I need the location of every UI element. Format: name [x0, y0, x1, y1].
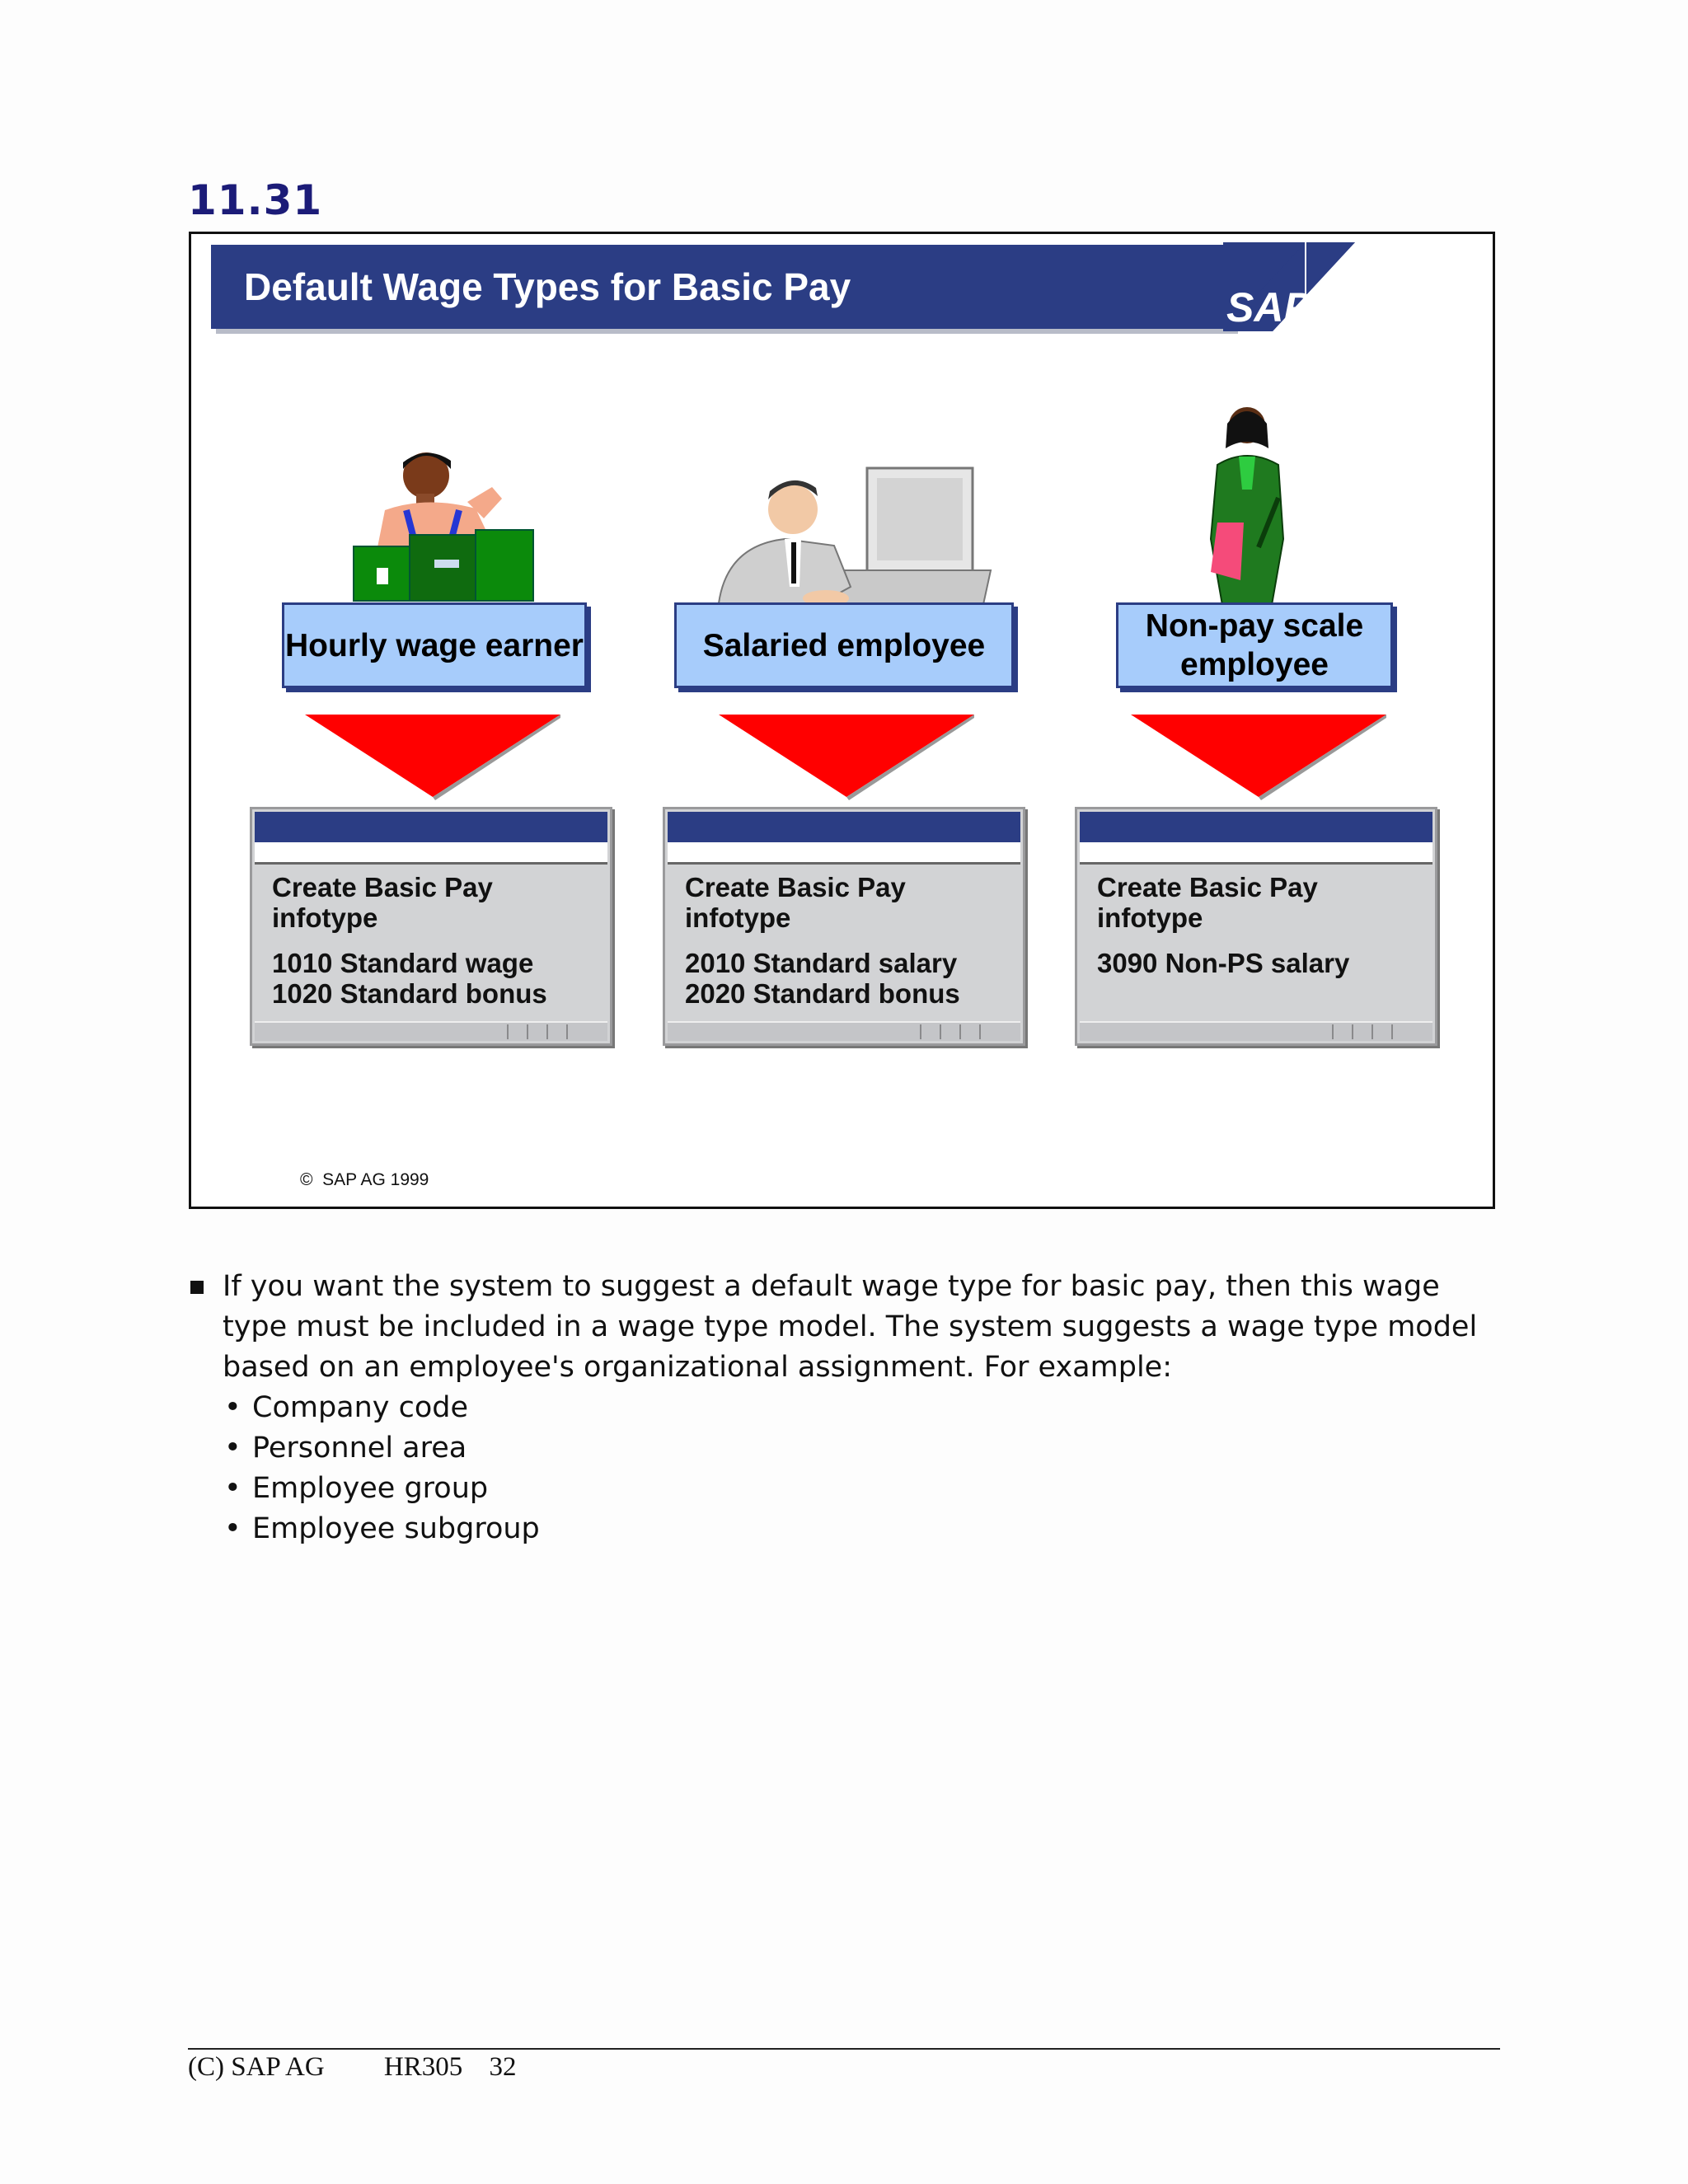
window-heading: Create Basic Pay infotype: [1097, 872, 1318, 933]
slide-title-bar: [211, 245, 1233, 329]
down-arrow-icon: [1131, 715, 1386, 801]
worker-icon: [327, 444, 542, 609]
window-title-bar: [1080, 812, 1432, 842]
executive-icon: [1193, 399, 1300, 605]
window-heading: Create Basic Pay infotype: [685, 872, 906, 933]
example-list: [186, 1388, 1505, 1549]
wage-type-line: 2010 Standard salary: [685, 948, 958, 978]
slide: [189, 232, 1495, 1209]
footer-course: HR305: [383, 2052, 463, 2082]
slide-copyright: [300, 1170, 429, 1190]
down-arrow-icon: [305, 715, 560, 801]
role-hourly-wage-earner: Hourly wage earner: [282, 602, 587, 688]
role-non-pay-scale-employee: Non-pay scale employee: [1116, 602, 1393, 688]
copyright-icon: ©: [300, 1170, 313, 1189]
list-item: • Company code: [224, 1391, 469, 1424]
wage-type-line: 2020 Standard bonus: [685, 978, 960, 1009]
window-heading: Create Basic Pay infotype: [272, 872, 493, 933]
page-number: 11.31: [188, 176, 323, 224]
sap-logo: [1223, 242, 1355, 331]
wage-type-line: 3090 Non-PS salary: [1097, 948, 1350, 978]
slide-copyright-text: SAP AG 1999: [322, 1170, 429, 1189]
window-status-bar: [255, 1021, 607, 1041]
body-text: [186, 1267, 1505, 1549]
slide-title: Default Wage Types for Basic Pay: [244, 265, 851, 308]
footer: [188, 2052, 570, 2083]
window-title-bar: [668, 812, 1020, 842]
wage-type-line: 1010 Standard wage: [272, 948, 534, 978]
window-status-bar: [668, 1021, 1020, 1041]
footer-page: 32: [489, 2052, 517, 2082]
footer-rule: [188, 2048, 1500, 2050]
down-arrow-icon: [719, 715, 974, 801]
basic-pay-window-non-pay-scale: [1075, 807, 1437, 1046]
window-status-bar: [1080, 1021, 1432, 1041]
window-title-bar: [255, 812, 607, 842]
main-bullet-text: If you want the system to suggest a default wage type for basic pay, then this wage type must be included in a wage type model. The system suggests a wage type model based on an employee's organizational assignment. For example:: [223, 1270, 1478, 1384]
square-bullet-icon: [190, 1281, 204, 1294]
basic-pay-window-salaried: [663, 807, 1025, 1046]
list-item: • Employee group: [224, 1472, 489, 1505]
basic-pay-window-hourly: [250, 807, 612, 1046]
wage-type-line: 1020 Standard bonus: [272, 978, 547, 1009]
list-item: • Employee subgroup: [224, 1512, 540, 1545]
footer-company: (C) SAP AG: [188, 2052, 325, 2082]
main-bullet: [186, 1267, 1505, 1388]
list-item: • Personnel area: [224, 1432, 467, 1465]
role-salaried-employee: Salaried employee: [674, 602, 1014, 688]
sap-logo-text: SAP: [1226, 284, 1311, 330]
